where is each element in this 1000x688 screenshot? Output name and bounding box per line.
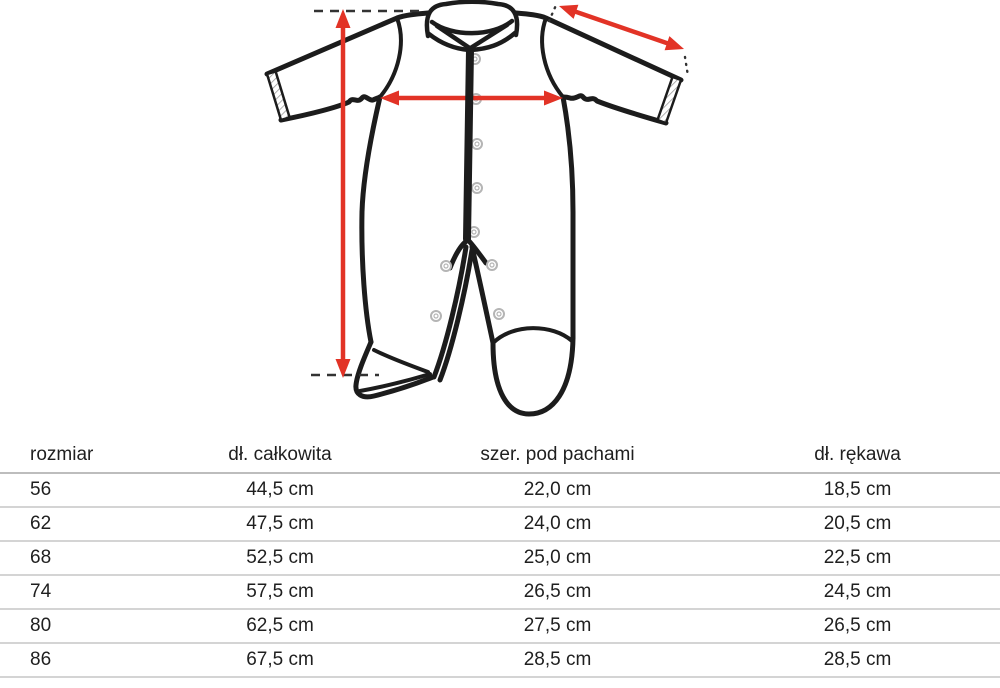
cell-rozmiar: 74 bbox=[0, 575, 160, 609]
table-row bbox=[0, 507, 1000, 541]
col-header-dl-calkowita: dł. całkowita bbox=[160, 438, 400, 473]
right-raglan-seam bbox=[542, 18, 563, 97]
snap-icon bbox=[431, 311, 441, 321]
right-foot bbox=[493, 328, 573, 414]
table-row bbox=[0, 541, 1000, 575]
left-sleeve bbox=[267, 13, 428, 120]
right-sleeve bbox=[516, 13, 681, 123]
cell-rozmiar: 62 bbox=[0, 507, 160, 541]
cell-dl-rekawa: 28,5 cm bbox=[715, 643, 1000, 677]
cell-dl-calkowita: 52,5 cm bbox=[160, 541, 400, 575]
cell-dl-calkowita: 62,5 cm bbox=[160, 609, 400, 643]
snap-icon bbox=[441, 261, 451, 271]
size-table-body bbox=[0, 473, 1000, 677]
cell-dl-rekawa: 26,5 cm bbox=[715, 609, 1000, 643]
body-right-side bbox=[563, 97, 573, 338]
right-ankle-seam bbox=[493, 328, 572, 343]
body-left-side bbox=[362, 97, 380, 342]
collar bbox=[427, 2, 517, 50]
snap-icon bbox=[472, 183, 482, 193]
cell-dl-calkowita: 44,5 cm bbox=[160, 473, 400, 507]
snap-icon bbox=[494, 309, 504, 319]
cell-szer-pod-pachami: 22,0 cm bbox=[400, 473, 715, 507]
snap-icon bbox=[487, 260, 497, 270]
cell-rozmiar: 68 bbox=[0, 541, 160, 575]
cell-rozmiar: 86 bbox=[0, 643, 160, 677]
left-raglan-seam bbox=[380, 18, 401, 97]
table-header-row bbox=[0, 438, 1000, 473]
cell-rozmiar: 56 bbox=[0, 473, 160, 507]
col-header-dl-rekawa: dł. rękawa bbox=[715, 438, 1000, 473]
front-placket bbox=[467, 50, 470, 239]
cell-szer-pod-pachami: 27,5 cm bbox=[400, 609, 715, 643]
col-header-rozmiar: rozmiar bbox=[0, 438, 160, 473]
snap-icon bbox=[472, 139, 482, 149]
table-row bbox=[0, 643, 1000, 677]
left-foot-instep bbox=[374, 350, 428, 372]
cell-szer-pod-pachami: 26,5 cm bbox=[400, 575, 715, 609]
left-foot bbox=[356, 342, 433, 397]
table-row bbox=[0, 473, 1000, 507]
sleeve-guide-cuff bbox=[685, 57, 688, 76]
table-row bbox=[0, 575, 1000, 609]
cell-szer-pod-pachami: 24,0 cm bbox=[400, 507, 715, 541]
table-row bbox=[0, 609, 1000, 643]
cell-rozmiar: 80 bbox=[0, 609, 160, 643]
cell-dl-calkowita: 67,5 cm bbox=[160, 643, 400, 677]
right-cuff-hatch bbox=[658, 77, 682, 123]
col-header-szer-pod-pachami: szer. pod pachami bbox=[400, 438, 715, 473]
cell-dl-rekawa: 18,5 cm bbox=[715, 473, 1000, 507]
total-length-arrow-icon bbox=[336, 9, 351, 378]
left-cuff-hatch bbox=[267, 71, 290, 120]
cell-dl-calkowita: 57,5 cm bbox=[160, 575, 400, 609]
size-table bbox=[0, 438, 1000, 678]
cell-szer-pod-pachami: 25,0 cm bbox=[400, 541, 715, 575]
cell-dl-rekawa: 24,5 cm bbox=[715, 575, 1000, 609]
cell-szer-pod-pachami: 28,5 cm bbox=[400, 643, 715, 677]
sleepsuit-outline-icon bbox=[267, 2, 681, 414]
cell-dl-rekawa: 22,5 cm bbox=[715, 541, 1000, 575]
sleeve-length-arrow-icon bbox=[559, 5, 684, 51]
cell-dl-rekawa: 20,5 cm bbox=[715, 507, 1000, 541]
cell-dl-calkowita: 47,5 cm bbox=[160, 507, 400, 541]
